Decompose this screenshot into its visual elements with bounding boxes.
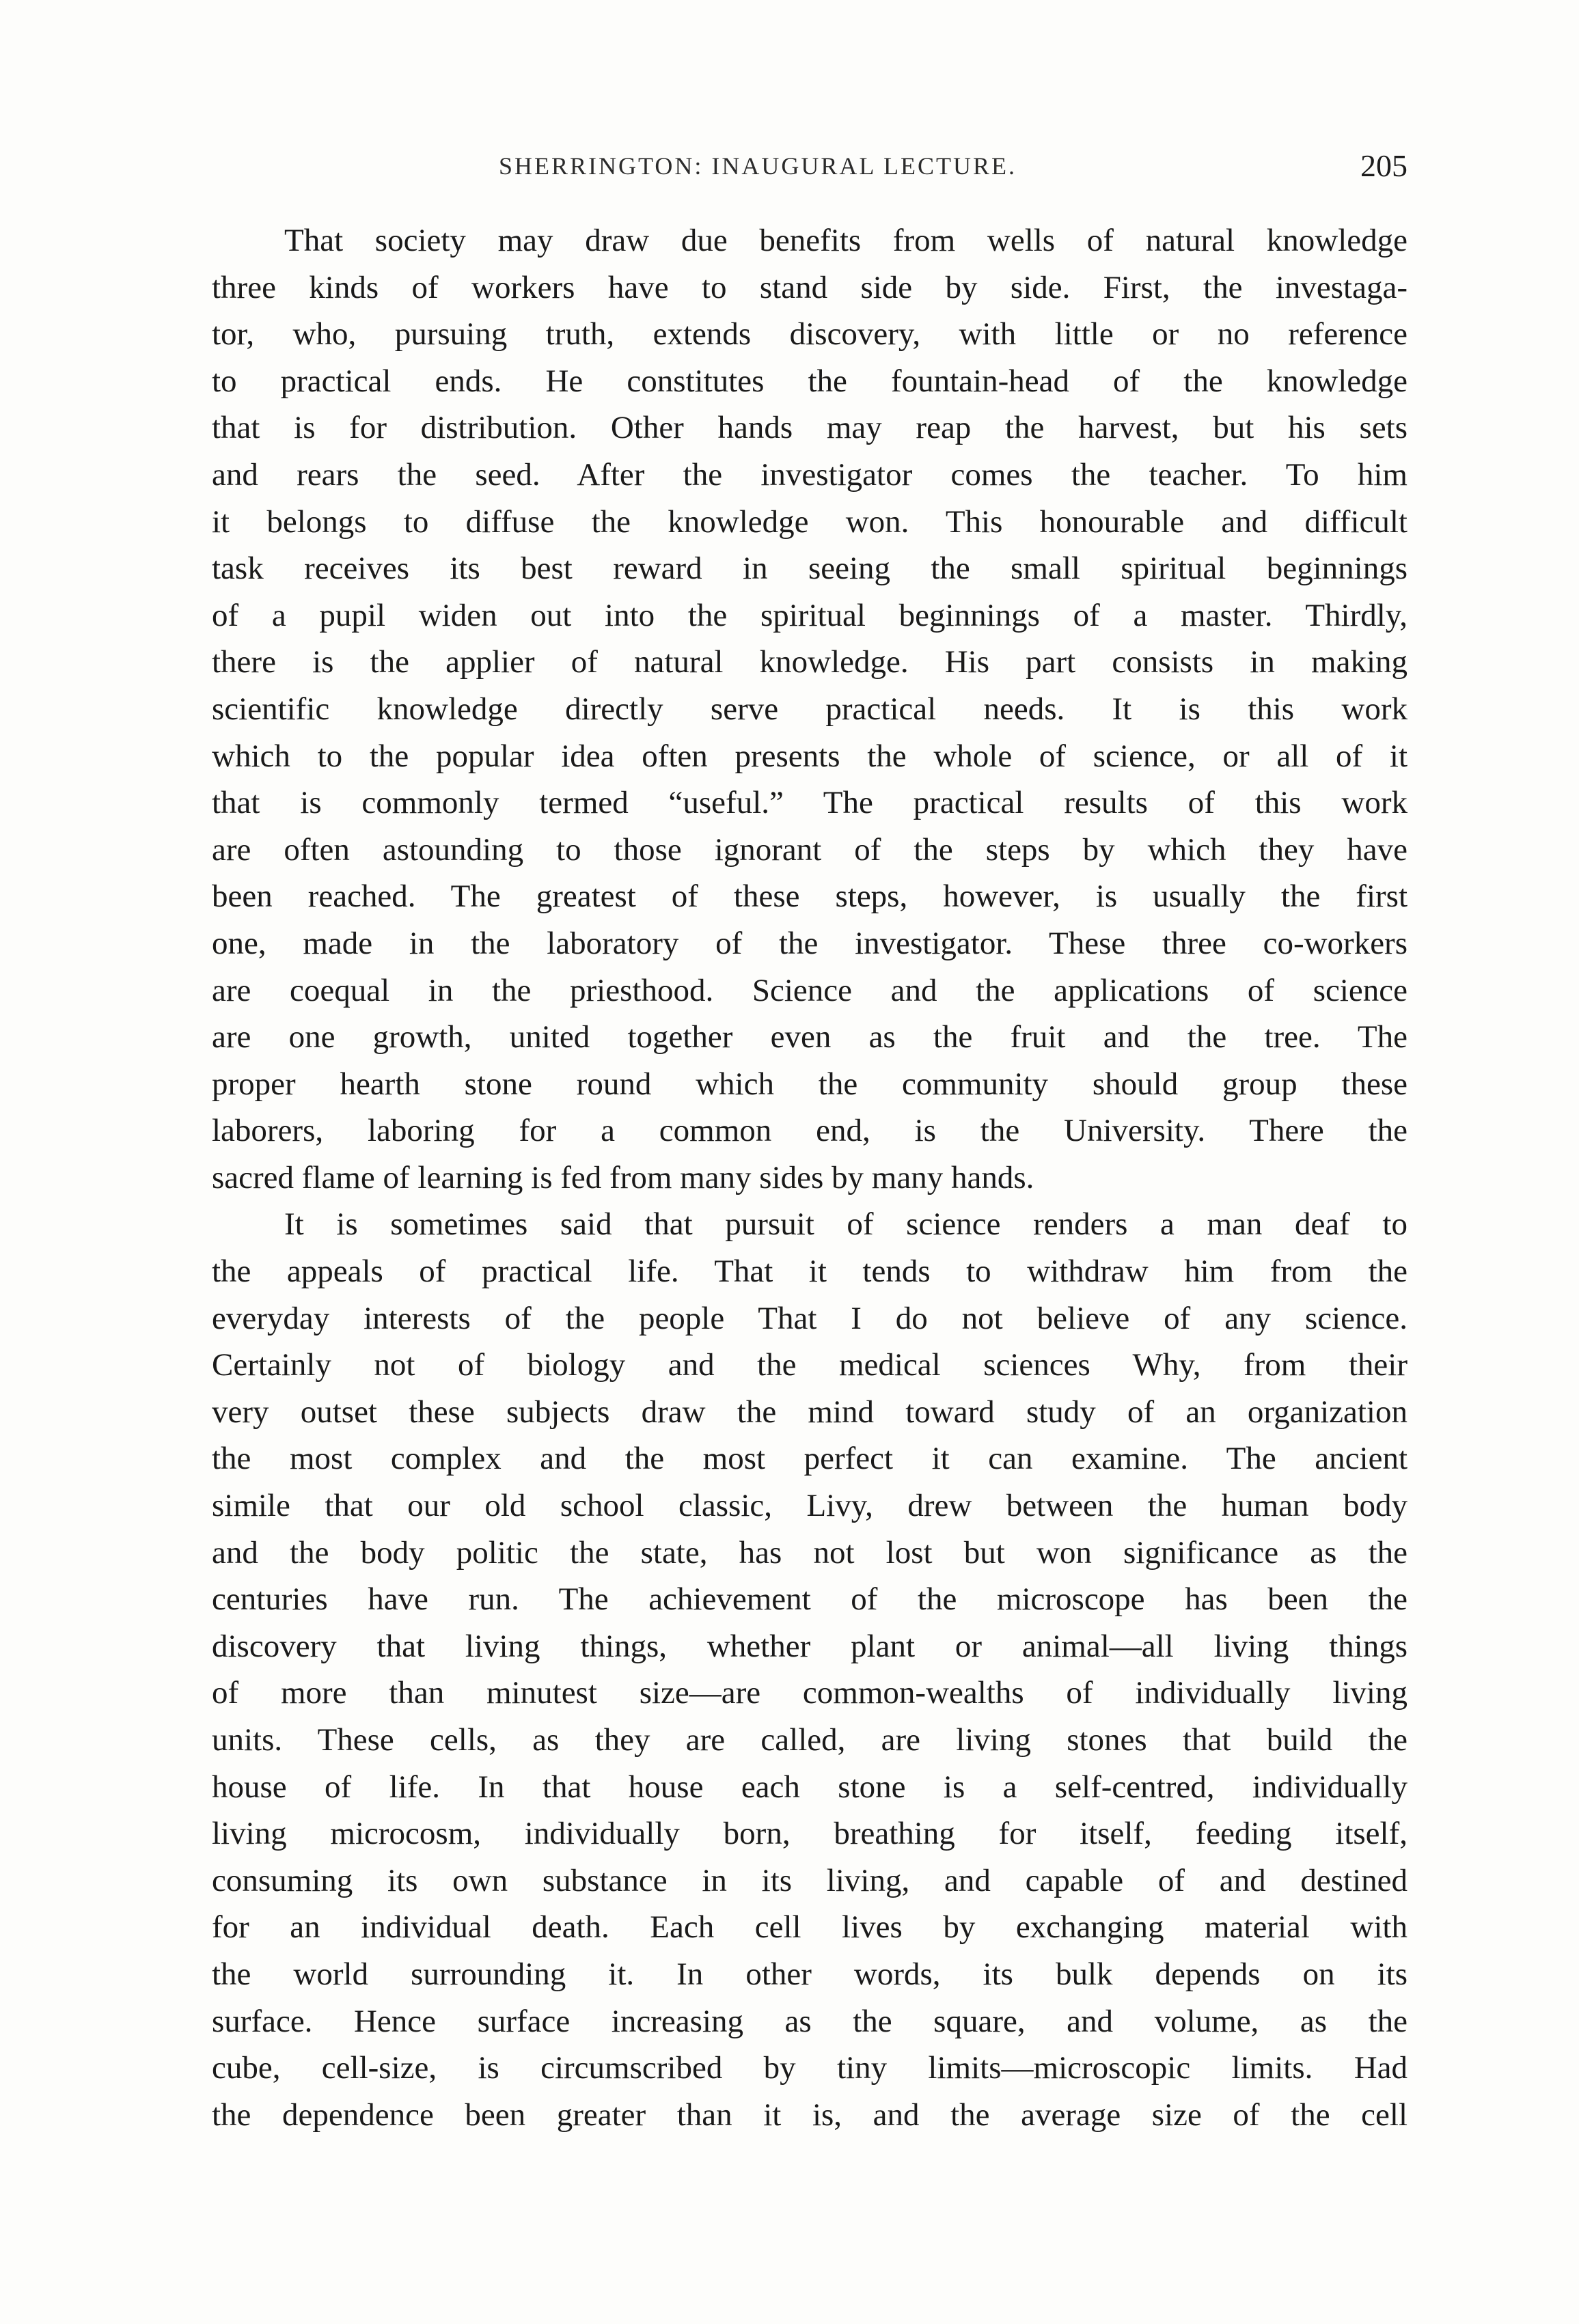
text-line: the dependence been greater than it is, and the average size of the cell: [212, 2097, 1408, 2133]
text-line: surface. Hence surface increasing as the square, and volume, as the: [212, 2003, 1408, 2039]
text-line: consuming its own substance in its living, and capable of and destined: [212, 1862, 1408, 1898]
text-line: that is for distribution. Other hands may reap the harvest, but his sets: [212, 410, 1408, 446]
text-line: tor, who, pursuing truth, extends discovery, with little or no reference: [212, 316, 1408, 352]
text-line: are often astounding to those ignorant of the steps by which they have: [212, 831, 1408, 868]
running-head: [212, 148, 1408, 193]
text-line: there is the applier of natural knowledge. His part consists in making: [212, 644, 1408, 680]
text-line: centuries have run. The achievement of the microscope has been the: [212, 1581, 1408, 1618]
text-line: are coequal in the priesthood. Science and the applications of science: [212, 972, 1408, 1008]
text-line: simile that our old school classic, Livy, drew between the human body: [212, 1488, 1408, 1524]
text-line: That society may draw due benefits from wells of natural knowledge: [284, 223, 1408, 258]
text-line: of a pupil widen out into the spiritual beginnings of a master. Thirdly,: [212, 597, 1408, 633]
text-line: everyday interests of the people That I do not believe of any science.: [212, 1300, 1408, 1336]
running-title: SHERRINGTON: INAUGURAL LECTURE.: [499, 152, 1017, 180]
text-line: scientific knowledge directly serve practical needs. It is this work: [212, 691, 1408, 727]
text-line: units. These cells, as they are called, are living stones that build the: [212, 1722, 1408, 1758]
text-line: to practical ends. He constitutes the fountain-head of the knowledge: [212, 363, 1408, 399]
text-line: It is sometimes said that pursuit of science renders a man deaf to: [284, 1206, 1408, 1243]
text-line: laborers, laboring for a common end, is the University. There the: [212, 1113, 1408, 1149]
text-line: and the body politic the state, has not lost but won significance as the: [212, 1534, 1408, 1571]
text-line: which to the popular idea often presents the whole of science, or all of it: [212, 738, 1408, 774]
text-line: that is commonly termed “useful.” The practical results of this work: [212, 785, 1408, 821]
text-line: the most complex and the most perfect it can examine. The ancient: [212, 1441, 1408, 1477]
text-line: discovery that living things, whether plant or animal—all living things: [212, 1628, 1408, 1664]
text-line: of more than minutest size—are common-wealths of individually living: [212, 1675, 1408, 1711]
text-line: three kinds of workers have to stand side by side. First, the investaga-: [212, 269, 1408, 305]
text-line: it belongs to diffuse the knowledge won. This honourable and difficult: [212, 503, 1408, 540]
text-line: one, made in the laboratory of the investigator. These three co-workers: [212, 925, 1408, 961]
text-line: and rears the seed. After the investigator comes the teacher. To him: [212, 456, 1408, 493]
text-line: cube, cell-size, is circumscribed by tiny limits—microscopic limits. Had: [212, 2050, 1408, 2086]
text-line: house of life. In that house each stone is a self-centred, individually: [212, 1769, 1408, 1805]
text-line: been reached. The greatest of these steps, however, is usually the first: [212, 879, 1408, 915]
text-line: the world surrounding it. In other words, its bulk depends on its: [212, 1956, 1408, 1992]
page-number: 205: [1360, 148, 1408, 183]
text-line: sacred flame of learning is fed from many sides by many hands.: [212, 1159, 1034, 1195]
text-line: living microcosm, individually born, breathing for itself, feeding itself,: [212, 1816, 1408, 1852]
text-line: Certainly not of biology and the medical sciences Why, from their: [212, 1347, 1408, 1383]
text-line: are one growth, united together even as the fruit and the tree. The: [212, 1019, 1408, 1055]
text-line: the appeals of practical life. That it tends to withdraw him from the: [212, 1254, 1408, 1290]
text-line: for an individual death. Each cell lives by exchanging material with: [212, 1909, 1408, 1946]
text-line: very outset these subjects draw the mind toward study of an organization: [212, 1394, 1408, 1430]
text-line: task receives its best reward in seeing the small spiritual beginnings: [212, 551, 1408, 587]
text-line: proper hearth stone round which the community should group these: [212, 1066, 1408, 1102]
body-text: [212, 217, 1408, 2138]
